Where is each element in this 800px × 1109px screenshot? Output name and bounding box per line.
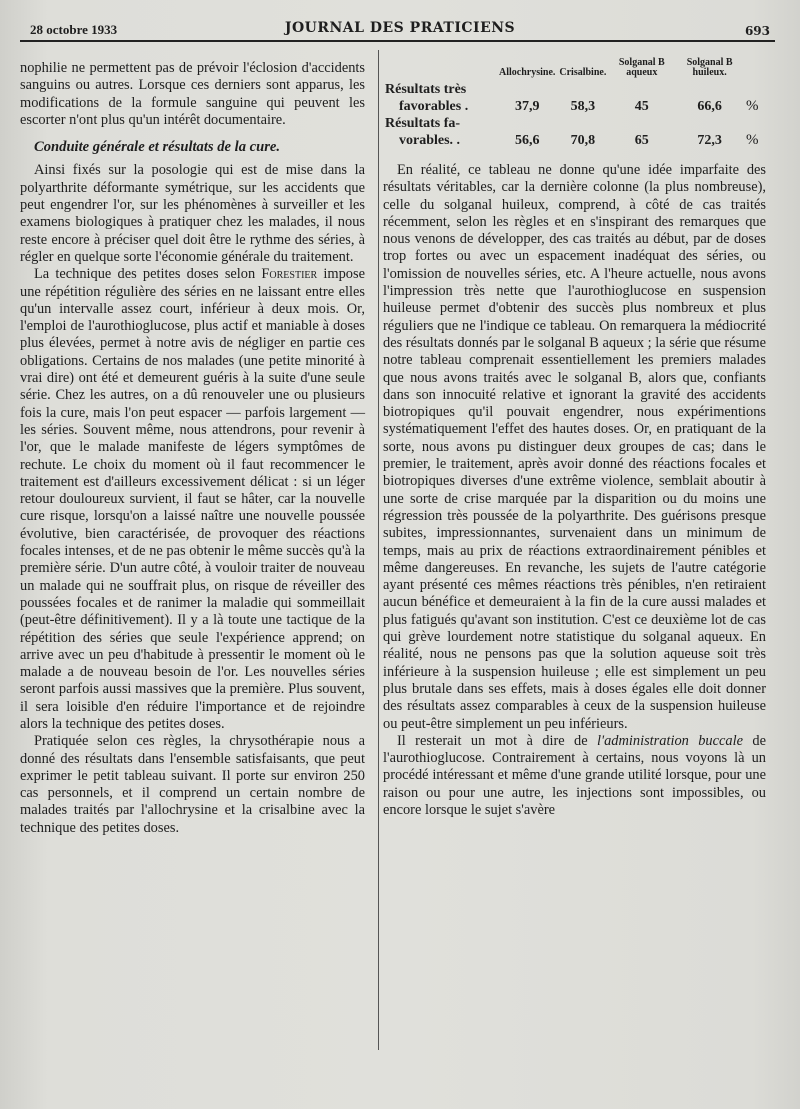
emphasis-text: l'administration buccale: [597, 732, 743, 749]
left-column: [20, 60, 365, 837]
row-label: favorables .: [399, 99, 469, 114]
paragraph: nophilie ne permettent pas de prévoir l'éclosion d'accidents sanguins ou autres. Lorsque ces derniers sont apparus, les modifications de la formule sanguine qui peuvent les escorter n'ont plus qu'un intérêt documentaire.: [20, 60, 365, 128]
header-date: 28 octobre 1933: [30, 22, 118, 37]
column-header: Allochrysine.: [499, 67, 556, 78]
row-label: Résultats fa-: [385, 116, 461, 131]
table-header-row: [383, 58, 766, 81]
column-divider: [378, 50, 379, 1050]
table-cell: 58,3: [570, 99, 596, 114]
unit-cell: %: [746, 132, 759, 148]
table-cell: 65: [634, 133, 649, 148]
table-cell: 56,6: [514, 133, 540, 148]
table-cell: 66,6: [697, 99, 722, 114]
table-row: [383, 81, 766, 98]
page-header: [30, 18, 770, 40]
unit-cell: %: [746, 98, 759, 114]
header-rule: [20, 40, 775, 42]
table-spacer: [497, 115, 766, 132]
column-header: Solganal B aqueux: [618, 57, 665, 78]
table-row: [383, 98, 766, 115]
column-header: Solganal B huileux.: [686, 57, 733, 78]
table-cell: 45: [634, 99, 649, 114]
row-label: Résultats très: [385, 82, 467, 97]
journal-title: JOURNAL DES PRATICIENS: [284, 20, 516, 36]
paragraph: [383, 733, 766, 819]
table-row: [383, 132, 766, 149]
table-row: [383, 115, 766, 132]
author-name: Forestier: [261, 266, 318, 283]
page-number: 693: [744, 24, 770, 38]
text-run: de l'aurothioglucose. Contrairement à certains, nous voyons là un procédé intéressant et même d'une grande utilité lorsque, pour une raison ou pour une autre, les injections sont impossibles, ou encore lorsque le sujet s'avère: [383, 732, 766, 818]
text-run: impose une répétition régulière des séries en ne laissant entre elles qu'un intervalle assez court, inférieur à deux mois. Or, l'emploi de l'aurothioglucose, plus actif et maniable à doses plus élevées, permet à notre avis de négliger en partie ces obligations. Certains de nos malades (une petite minorité à vrai dire) ont été et demeurent guéris à la suite d'une seule série. Chez les autres, on a dû renouveler une ou plusieurs fois la cure, mais l'on peut espacer — parfois largement — les séries. Souvent même, nous attendrons, pour revenir à l'or, que le malade manifeste de légers symptômes de rechute. Le choix du moment où il faut recommencer le traitement est d'ailleurs excessivement délicat : si un léger retour douloureux survient, il faut se hâter, car la nouvelle cure risque, lorsqu'on a laissé naître une nouvelle poussée évolutive, bien caractérisée, de provoquer des réactions focales intenses, et de ne pas obtenir le même succès qu'à la première série. D'un autre côté, à vouloir traiter de nouveau un malade qui ne souffrait plus, on risque de réveiller des poussées focales et de ranimer la maladie qui sommeillait (peut-être définitivement). Il y a là toute une tactique de la répétition des séries que seule l'expérience apprend; on arrive avec un peu d'habitude à pressentir le moment où le malade a de nouveau besoin de l'or. Les nouvelles séries seront parfois aussi massives que la première. Plus souvent, il sera loisible d'en réduire l'importance et de rejoindre alors la technique des petites doses.: [20, 266, 365, 732]
table-cell: 70,8: [570, 133, 596, 148]
row-label: vorables. .: [399, 133, 461, 148]
right-column: [383, 162, 766, 819]
column-header-unit: [744, 58, 766, 81]
paragraph: Ainsi fixés sur la posologie qui est de mise dans la polyarthrite déformante symétrique, sur les accidents que peut engendrer l'or, sur les phénomènes à surveiller et les examens biologiques à pratiquer chez les malades, il nous reste encore à préciser quel doit être le rythme des séries, à régler en quelque sorte l'économie générale du traitement.: [20, 162, 365, 265]
table-cell: 37,9: [514, 99, 540, 114]
section-heading: Conduite générale et résultats de la cure.: [34, 139, 281, 156]
text-run: Il resterait un mot à dire de: [397, 732, 588, 749]
table-cell: 72,3: [697, 133, 722, 148]
paragraph: En réalité, ce tableau ne donne qu'une idée imparfaite des résultats véritables, car la dernière colonne (la plus nombreuse), celle du solganal huileux, comprend, à côté de cas traités récemment, selon les règles et en s'inspirant des remarques que nous venons de développer, des cas traités au début, par de doses trop fortes ou avec un espacement inadéquat des séries, ou l'omission de nouvelles séries, etc. A l'heure actuelle, nous avons l'impression très nette que l'aurothioglucose en suspension huileuse permet d'obtenir des succès plus nombreux et plus réguliers que ne l'indique ce tableau. On remarquera la médiocrité des résultats donnés par le solganal B aqueux ; la série que résume notre tableau comprenait essentiellement les premiers malades que nous avons traités avec le solganal B, alors que, confiants dans son innocuité relative et ignorant la gravité des accidents biotropiques qu'il pouvait engendrer, nous expérimentions systématiquement l'effet des hautes doses. Or, en pratiquant de la sorte, nous avons pu distinguer deux groupes de cas; dans le premier, le traitement, après avoir donné des réactions focales et biotropiques diverses d'une extrême violence, semblait aboutir à une sorte de crise marquée par la disparition ou du moins une régression très poussée de la polyarthrite. Des guérisons presque subites, impressionnantes, survenaient dans un minimum de temps, mais au prix de réactions extraordinairement pénibles et même dangereuses. En revanche, les sujets de l'autre catégorie ayant présenté ces mêmes réactions très pénibles, n'en retiraient aucun bénéfice et demeuraient à la fin de la cure aussi malades et plus fatigués qu'avant son institution. C'est ce deuxième lot de cas qui grève lourdement notre statistique du solganal aqueux. En réalité, nous ne pensons pas que la solution aqueuse soit très inférieure à la suspension huileuse ; elle est simplement un peu plus brutale dans ses effets, mais à doses égales elle doit donner des résultats assez comparables à ceux de la suspension huileuse ou peut-être simplement un peu inférieurs.: [383, 162, 766, 732]
paragraph: [20, 266, 365, 733]
table-spacer: [497, 81, 766, 98]
paragraph: Pratiquée selon ces règles, la chrysothérapie nous a donné des résultats dans l'ensemble satisfaisants, que peut exprimer le petit tableau suivant. Il porte sur environ 250 cas personnels, et il comprend un certain nombre de malades traités par l'allochrysine et la crisalbine avec la technique des petites doses.: [20, 733, 365, 836]
results-table: [383, 58, 766, 149]
table-corner: [383, 58, 497, 81]
column-header: Crisalbine.: [559, 67, 607, 78]
text-run: La technique des petites doses selon: [34, 266, 256, 283]
